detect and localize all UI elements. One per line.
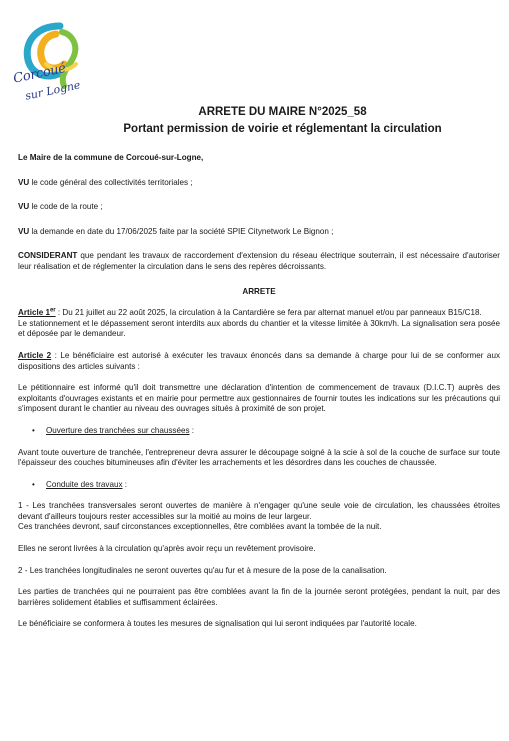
logo-name-line1: Corcoué bbox=[12, 60, 68, 87]
decree-body bbox=[18, 153, 500, 630]
vu-keyword: VU bbox=[18, 202, 30, 212]
bullet-ouverture bbox=[18, 426, 500, 437]
decree-subtitle: Portant permission de voirie et réglementant la circulation bbox=[123, 123, 442, 135]
conduite-item-1-revetement: Elles ne seront livrées à la circulation qu'après avoir reçu un revêtement provisoire. bbox=[18, 544, 316, 554]
dict-paragraph: Le pétitionnaire est informé qu'il doit transmettre une déclaration d'intention de commencement de travaux (D.I.C.T) auprès des exploitants d'ouvrages existants et en mairie pour permettre aux gestionnaires de fournir toutes les indications sur les précautions qui s'imposent durant le chantier au niveau des ouvrages situés à proximité de son projet. bbox=[18, 383, 500, 414]
ouverture-paragraph: Avant toute ouverture de tranchée, l'entrepreneur devra assurer le découpage soigné à la scie à sol de la couche de surface sur toute l'épaisseur des couches bitumineuses afin d'éviter les arrachements et les désordres dans les couches de chaussée. bbox=[18, 447, 500, 468]
mayor-intro: Le Maire de la commune de Corcoué-sur-Logne, bbox=[18, 153, 204, 162]
vu-keyword: VU bbox=[18, 226, 30, 236]
conduite-item-1-comblement: Ces tranchées devront, sauf circonstances exceptionnelles, être comblées avant la tombée de la nuit. bbox=[18, 522, 382, 532]
conduite-item-2: 2 - Les tranchées longitudinales ne seront ouvertes qu'au fur et à mesure de la pose de la canalisation. bbox=[18, 565, 387, 575]
vu-paragraph-3 bbox=[18, 227, 500, 238]
signalisation-paragraph: Le bénéficiaire se conformera à toutes les mesures de signalisation qui lui seront indiquées par l'autorité locale. bbox=[18, 619, 417, 629]
vu-paragraph-1 bbox=[18, 178, 500, 189]
vu-text: le code général des collectivités territoriales ; bbox=[29, 177, 193, 187]
conduite-item-2-protection: Les parties de tranchées qui ne pourraient pas être comblées avant la fin de la journée seront protégées, pendant la nuit, par des barrières solidement établies et suffisamment éclairées. bbox=[18, 587, 500, 607]
vu-text: la demande en date du 17/06/2025 faite par la société SPIE Citynetwork Le Bignon ; bbox=[29, 226, 334, 236]
bullet-conduite-label: Conduite des travaux bbox=[46, 479, 123, 489]
article-1-label bbox=[18, 308, 56, 317]
bullet-ouverture-label: Ouverture des tranchées sur chaussées bbox=[46, 425, 190, 435]
bullet-suffix: : bbox=[189, 425, 195, 435]
bullet-conduite bbox=[18, 480, 500, 491]
bullet-dot: • bbox=[32, 425, 35, 435]
arrete-heading: ARRETE bbox=[242, 286, 276, 296]
bullet-suffix: : bbox=[122, 479, 127, 489]
article-1-line2: Le stationnement et le dépassement seront interdits aux abords du chantier et la vitesse limitée à 30km/h. La signalisation sera posée et déposée par le demandeur. bbox=[18, 318, 500, 339]
considerant-text: que pendant les travaux de raccordement d'extension du réseau électrique souterrain, il est nécessaire d'autoriser leur réalisation et de réglementer la circulation dans le sens des repères décroissants. bbox=[18, 251, 500, 271]
logo-name-line2: sur Logne bbox=[24, 78, 82, 103]
article-2-text: : Le bénéficiaire est autorisé à exécuter les travaux énoncés dans sa demande à charge pour lui de se conformer aux dispositions des articles suivants : bbox=[18, 350, 500, 371]
considerant-keyword: CONSIDERANT bbox=[18, 251, 78, 261]
decree-title: ARRETE DU MAIRE N°2025_58 bbox=[198, 106, 367, 118]
article-2 bbox=[18, 351, 500, 372]
article-1-text: : Du 21 juillet au 22 août 2025, la circulation à la Cantardière se fera par alternat manuel et/ou par panneaux B15/C18. bbox=[55, 308, 482, 318]
article-1-sup: er bbox=[49, 307, 56, 314]
vu-text: le code de la route ; bbox=[29, 202, 103, 212]
article-1-label-text: Article 1 bbox=[18, 308, 50, 318]
article-2-label: Article 2 bbox=[18, 350, 52, 360]
vu-paragraph-2 bbox=[18, 202, 500, 213]
vu-keyword: VU bbox=[18, 177, 30, 187]
conduite-item-1: 1 - Les tranchées transversales seront ouvertes de manière à n'engager qu'une seule voie de circulation, les chaussées étroites devant d'ailleurs toujours rester accessibles sur la moitié au moins de leur largeur. bbox=[18, 501, 500, 521]
bullet-dot: • bbox=[32, 479, 35, 489]
considerant-paragraph bbox=[18, 251, 500, 272]
article-1 bbox=[18, 308, 500, 319]
